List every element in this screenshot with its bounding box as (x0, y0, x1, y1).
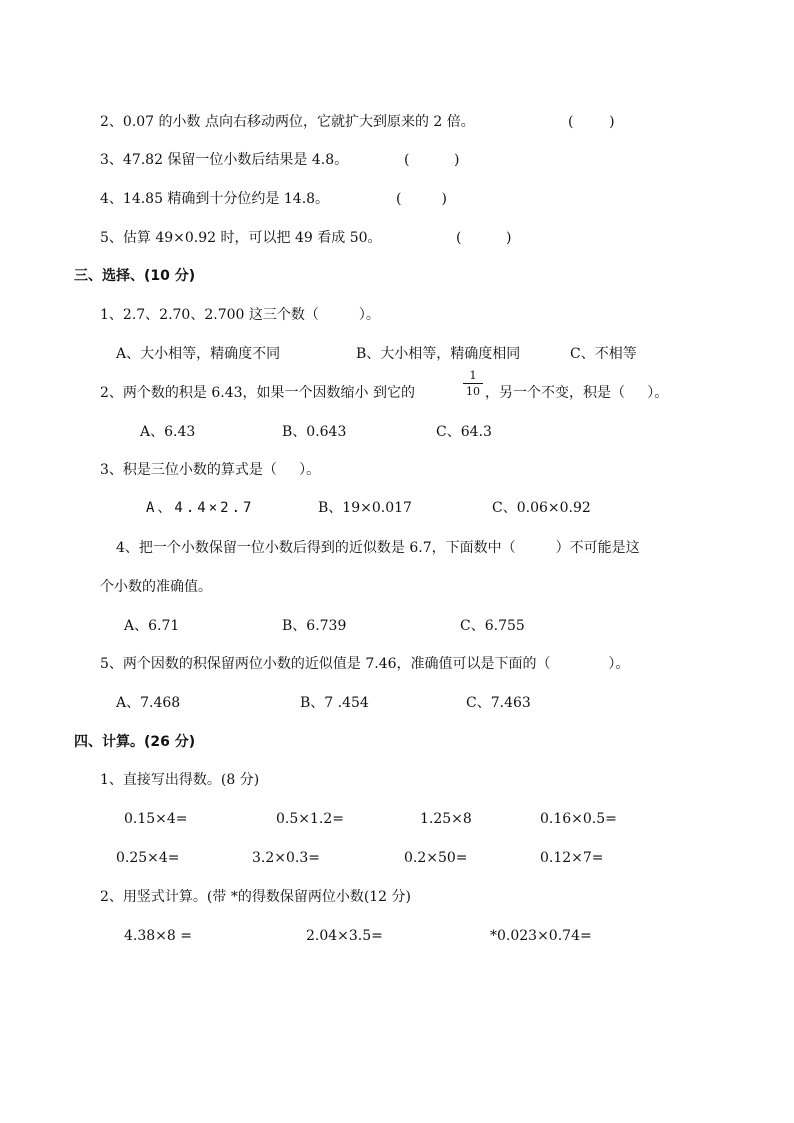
calc-item: 0.5×1.2= (276, 811, 344, 827)
choice-q1-option-c: C、不相等 (570, 346, 637, 362)
section-heading-choice: 三、选择、(10 分) (74, 268, 196, 284)
calc-item: 0.25×4= (116, 850, 180, 866)
answer-paren: ( ) (568, 114, 615, 130)
answer-paren: ( ) (396, 191, 447, 207)
judge-q5: 5、估算 49×0.92 时，可以把 49 看成 50。 (100, 230, 382, 246)
choice-q3-option-a: A、4.4×2.7 (146, 500, 255, 516)
calc-item: 0.15×4= (124, 811, 188, 827)
fraction-denominator: 10 (466, 385, 480, 398)
judge-q3: 3、47.82 保留一位小数后结果是 4.8。 (100, 152, 349, 168)
choice-q5-option-a: A、7.468 (116, 695, 181, 711)
choice-q4-option-c: C、6.755 (460, 618, 525, 634)
choice-q5-option-b: B、7 .454 (300, 695, 369, 711)
calc-item: 1.25×8 (420, 811, 472, 827)
choice-q5: 5、两个因数的积保留两位小数的近似值是 7.46，准确值可以是下面的（ ）。 (100, 656, 630, 672)
choice-q4-line1: 4、把一个小数保留一位小数后得到的近似数是 6.7，下面数中（ ）不可能是这 (116, 540, 640, 556)
answer-paren: ( ) (456, 230, 512, 246)
calc-item: 3.2×0.3= (252, 850, 320, 866)
answer-paren: ( ) (404, 152, 460, 168)
choice-q4-option-b: B、6.739 (282, 618, 347, 634)
calc-subsection-1: 1、直接写出得数。(8 分) (100, 772, 260, 788)
choice-q4-option-a: A、6.71 (124, 618, 180, 634)
choice-q2-option-b: B、0.643 (282, 424, 347, 440)
fraction-numerator: 1 (469, 369, 477, 382)
calc-item: 4.38×8 = (124, 928, 192, 944)
choice-q1-option-b: B、大小相等，精确度相同 (356, 346, 521, 362)
choice-q2-option-c: C、64.3 (436, 424, 492, 440)
section-heading-calc: 四、计算。(26 分) (74, 734, 196, 750)
choice-q1-option-a: A、大小相等，精确度不同 (116, 346, 281, 362)
calc-item: *0.023×0.74= (490, 928, 592, 944)
choice-q2-prefix: 2、两个数的积是 6.43，如果一个因数缩小 到它的 (100, 385, 415, 401)
choice-q3: 3、积是三位小数的算式是（ ）。 (100, 462, 321, 478)
fraction-bar (463, 383, 483, 384)
choice-q3-option-b: B、19×0.017 (318, 500, 412, 516)
calc-subsection-2: 2、用竖式计算。(带 *的得数保留两位小数(12 分) (100, 889, 412, 905)
fraction-one-tenth (463, 369, 483, 398)
calc-item: 0.16×0.5= (540, 811, 617, 827)
calc-item: 0.12×7= (540, 850, 604, 866)
choice-q1: 1、2.7、2.70、2.700 这三个数（ ）。 (100, 307, 380, 323)
judge-q4: 4、14.85 精确到十分位约是 14.8。 (100, 191, 330, 207)
choice-q3-option-c: C、0.06×0.92 (492, 500, 591, 516)
judge-q2: 2、0.07 的小数 点向右移动两位，它就扩大到原来的 2 倍。 (100, 114, 475, 130)
choice-q2-option-a: A、6.43 (140, 424, 196, 440)
choice-q2-suffix: ，另一个不变，积是（ ）。 (485, 385, 669, 401)
calc-item: 0.2×50= (404, 850, 468, 866)
choice-q5-option-c: C、7.463 (466, 695, 531, 711)
calc-item: 2.04×3.5= (306, 928, 383, 944)
choice-q4-line2: 个小数的准确值。 (100, 579, 212, 595)
